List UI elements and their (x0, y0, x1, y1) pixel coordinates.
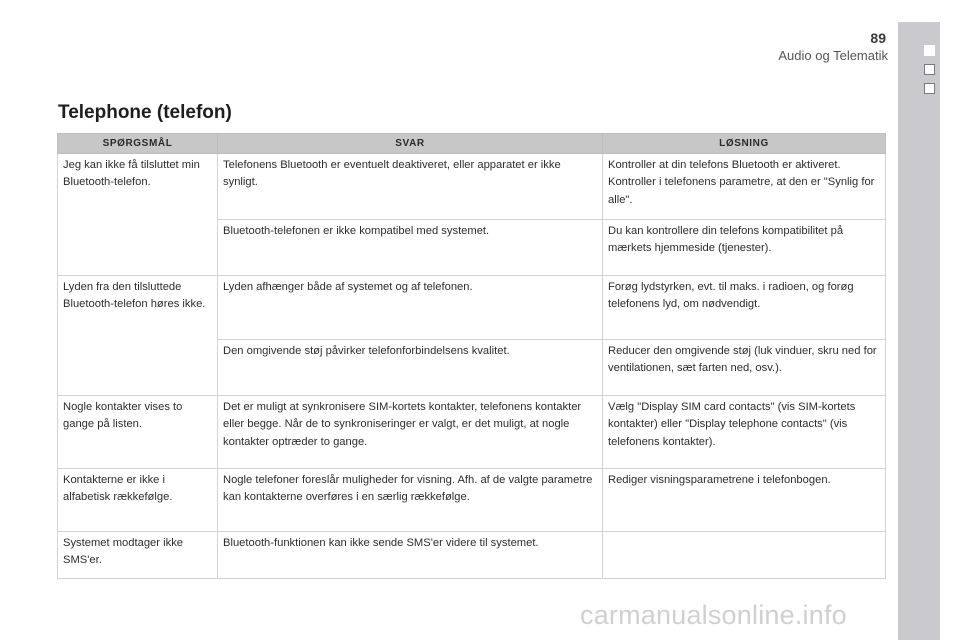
section-title: Audio og Telematik (778, 48, 888, 63)
question-cell: Jeg kan ikke få tilsluttet min Bluetooth-telefon. (58, 154, 218, 276)
question-cell: Systemet modtager ikke SMS'er. (58, 532, 218, 579)
question-cell: Lyden fra den tilsluttede Bluetooth-telefon høres ikke. (58, 276, 218, 396)
solution-cell: Kontroller at din telefons Bluetooth er aktiveret. Kontroller i telefonens parametre, at den er "Synlig for alle". (603, 154, 886, 220)
page-heading: Telephone (telefon) (58, 102, 232, 123)
table-row (58, 276, 886, 340)
chapter-marker-empty (924, 83, 935, 94)
answer-cell: Bluetooth-telefonen er ikke kompatibel med systemet. (218, 220, 603, 276)
column-header-question: SPØRGSMÅL (58, 134, 218, 154)
answer-cell: Bluetooth-funktionen kan ikke sende SMS'er videre til systemet. (218, 532, 603, 579)
solution-cell: Forøg lydstyrken, evt. til maks. i radioen, og forøg telefonens lyd, om nødvendigt. (603, 276, 886, 340)
watermark: carmanualsonline.info (580, 600, 847, 630)
column-header-answer: SVAR (218, 134, 603, 154)
answer-cell: Nogle telefoner foreslår muligheder for visning. Afh. af de valgte parametre kan kontakterne overføres i en særlig rækkefølge. (218, 469, 603, 532)
table-row (58, 532, 886, 579)
solution-cell: Rediger visningsparametrene i telefonbogen. (603, 469, 886, 532)
chapter-side-tab (898, 22, 940, 640)
answer-cell: Lyden afhænger både af systemet og af telefonen. (218, 276, 603, 340)
chapter-marker-filled (924, 45, 935, 56)
chapter-marker-empty (924, 64, 935, 75)
solution-cell (603, 532, 886, 579)
table-header-row (58, 134, 886, 154)
question-cell: Kontakterne er ikke i alfabetisk rækkefølge. (58, 469, 218, 532)
solution-cell: Du kan kontrollere din telefons kompatibilitet på mærkets hjemmeside (tjenester). (603, 220, 886, 276)
solution-cell: Reducer den omgivende støj (luk vinduer, skru ned for ventilationen, sæt farten ned, osv.). (603, 340, 886, 396)
column-header-solution: LØSNING (603, 134, 886, 154)
answer-cell: Det er muligt at synkronisere SIM-kortets kontakter, telefonens kontakter eller begge. Når de to synkroniseringer er valgt, er det muligt, at nogle kontakter optræder to gange. (218, 396, 603, 469)
answer-cell: Telefonens Bluetooth er eventuelt deaktiveret, eller apparatet er ikke synligt. (218, 154, 603, 220)
table-row (58, 396, 886, 469)
table-row (58, 154, 886, 220)
page-number: 89 (870, 30, 886, 46)
answer-cell: Den omgivende støj påvirker telefonforbindelsens kvalitet. (218, 340, 603, 396)
question-cell: Nogle kontakter vises to gange på listen. (58, 396, 218, 469)
solution-cell: Vælg "Display SIM card contacts" (vis SIM-kortets kontakter) eller "Display telephone contacts" (vis telefonens kontakter). (603, 396, 886, 469)
table-row (58, 469, 886, 532)
troubleshooting-table (57, 133, 886, 579)
